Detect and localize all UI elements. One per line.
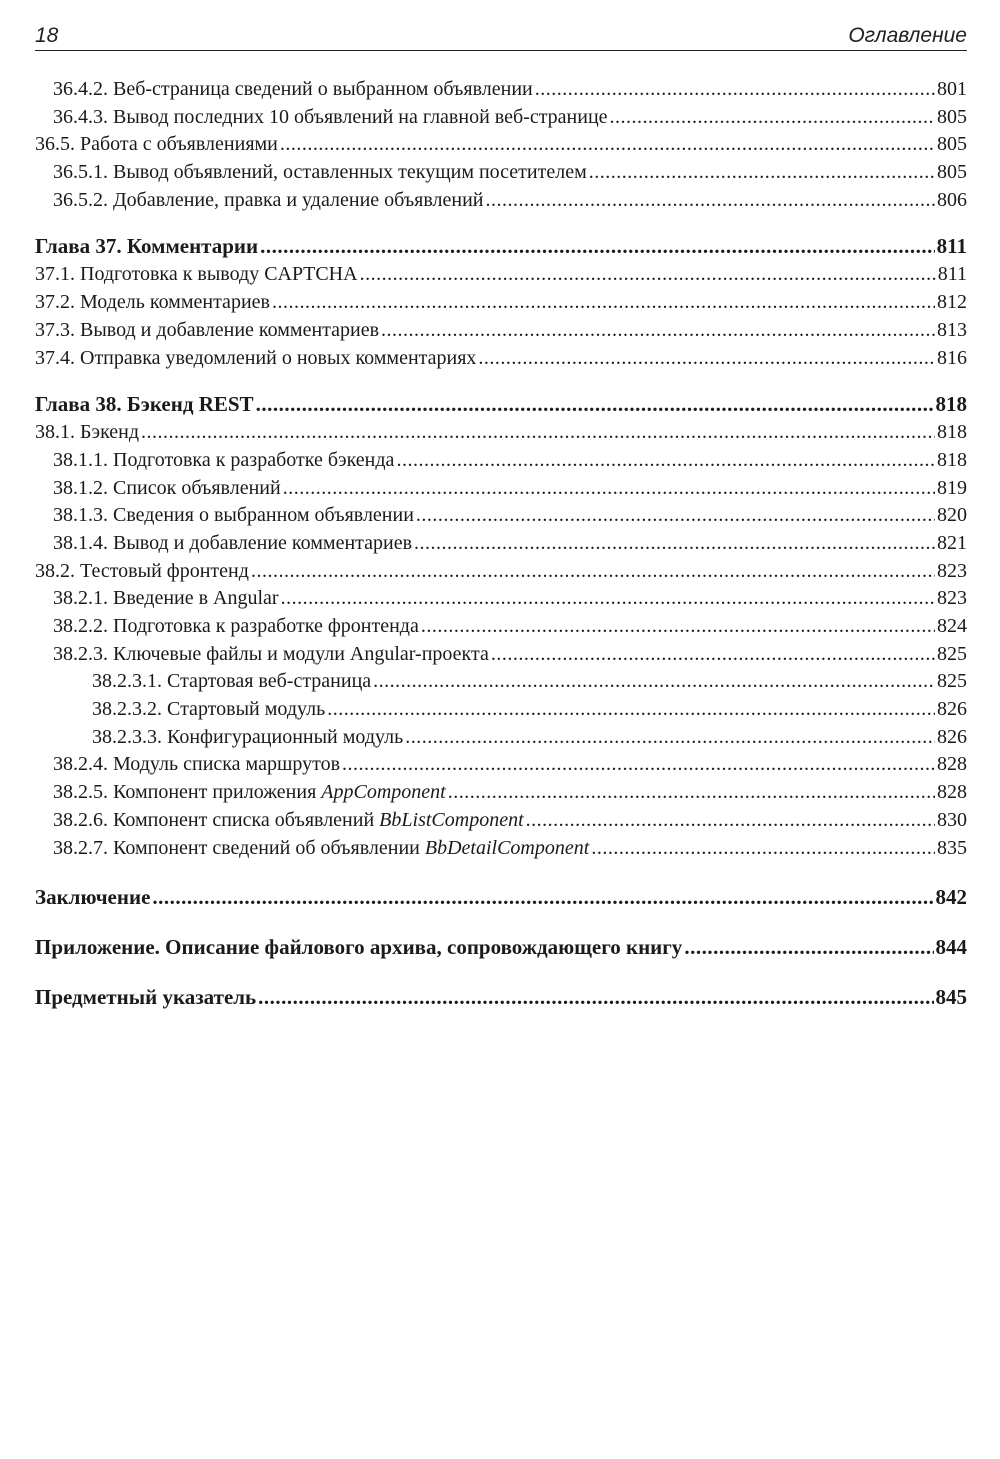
toc-entry: [35, 475, 967, 503]
toc-entry-page: 805: [937, 133, 967, 156]
toc-entry-title: 36.4.3. Вывод последних 10 объявлений на главной веб-странице: [53, 105, 608, 128]
toc-entry-page: 811: [936, 234, 967, 259]
toc-entry-page: 818: [937, 448, 967, 471]
toc-entry: [35, 261, 967, 289]
toc-entry-title: 38.2. Тестовый фронтенд: [35, 559, 249, 582]
code-identifier: BbListComponent: [379, 808, 524, 831]
page-number: 18: [35, 24, 59, 47]
toc-entry-title: 38.1. Бэкенд: [35, 421, 140, 444]
dot-leader: [360, 261, 936, 289]
toc-entry-title: 38.2.3.3. Конфигурационный модуль: [92, 725, 404, 748]
toc-chapter-entry: [35, 390, 967, 419]
toc-entry-page: 820: [937, 504, 967, 527]
dot-leader: [405, 724, 935, 752]
toc-entry-title: 38.1.3. Сведения о выбранном объявлении: [53, 504, 414, 527]
dot-leader: [684, 933, 933, 962]
toc-entry: [35, 530, 967, 558]
toc-entry-page: 828: [937, 753, 967, 776]
toc-entry: [35, 585, 967, 613]
toc-entry-title: 36.4.2. Веб-страница сведений о выбранном объявлении: [53, 78, 533, 100]
toc-entry-title: 38.1.4. Вывод и добавление комментариев: [53, 531, 413, 554]
toc-entry-page: 825: [937, 642, 967, 665]
toc-entry-page: 842: [935, 885, 967, 910]
code-identifier: AppComponent: [321, 781, 446, 804]
section-title: Оглавление: [848, 24, 967, 47]
toc-entry-page: 816: [937, 346, 967, 369]
dot-leader: [272, 289, 935, 317]
dot-leader: [373, 668, 935, 696]
dot-leader: [526, 807, 935, 835]
toc-entry: [35, 724, 967, 752]
dot-leader: [281, 585, 935, 613]
toc-entry: [35, 668, 967, 696]
toc-entry: [35, 317, 967, 345]
toc-entry-title: 36.5.1. Вывод объявлений, оставленных текущим посетителем: [53, 161, 587, 184]
toc-entry-page: 823: [937, 587, 967, 610]
dot-leader: [535, 76, 935, 104]
toc-entry: [35, 289, 967, 317]
toc-entry-title: 37.3. Вывод и добавление комментариев: [35, 318, 380, 341]
toc-entry: [35, 131, 967, 159]
dot-leader: [589, 159, 935, 187]
dot-leader: [414, 530, 935, 558]
toc-entry: [35, 751, 967, 779]
dot-leader: [591, 835, 935, 863]
toc-entry: [35, 76, 967, 104]
dot-leader: [478, 345, 935, 373]
dot-leader: [486, 187, 935, 215]
dot-leader: [491, 641, 935, 669]
toc-entry-page: 821: [937, 531, 967, 554]
dot-leader: [251, 558, 935, 586]
toc-entry-page: 826: [937, 698, 967, 721]
toc-entry-title: 38.2.5. Компонент приложения AppComponent: [53, 781, 446, 804]
dot-leader: [421, 613, 935, 641]
toc-entry-title: 38.2.1. Введение в Angular: [53, 587, 279, 610]
toc-entry-page: 813: [937, 318, 967, 341]
running-header: [35, 22, 967, 51]
dot-leader: [283, 475, 935, 503]
toc-entry-title: 36.5.2. Добавление, правка и удаление объявлений: [53, 188, 484, 211]
toc-entry-title: 37.4. Отправка уведомлений о новых комментариях: [35, 346, 477, 369]
toc-chapter-entry: [35, 232, 967, 261]
toc-entry-title: Приложение. Описание файлового архива, сопровождающего книгу: [35, 935, 683, 960]
toc-entry-page: 818: [937, 421, 967, 444]
toc-entry-page: 805: [937, 161, 967, 184]
code-identifier: BbDetailComponent: [424, 836, 590, 859]
toc-entry-title: 38.2.3.2. Стартовый модуль: [92, 698, 326, 721]
toc-entry-page: 805: [937, 105, 967, 128]
toc-entry-title: 38.2.4. Модуль списка маршрутов: [53, 753, 341, 776]
toc-entry-page: 811: [937, 263, 967, 286]
toc-entry-page: 830: [937, 808, 967, 831]
dot-leader: [327, 696, 935, 724]
toc-entry-page: 824: [937, 615, 967, 637]
dot-leader: [381, 317, 935, 345]
toc-entry: [35, 502, 967, 530]
toc-entry: [35, 613, 967, 641]
dot-leader: [258, 983, 933, 1012]
toc-entry-title: 37.1. Подготовка к выводу CAPTCHA: [35, 263, 358, 286]
toc-entry-title: Предметный указатель: [35, 985, 257, 1010]
toc-entry: [35, 835, 967, 863]
toc-entry-title: 38.2.3.1. Стартовая веб-страница: [92, 670, 372, 693]
dot-leader: [448, 779, 935, 807]
toc-entry-title: 38.1.1. Подготовка к разработке бэкенда: [53, 448, 395, 471]
dot-leader: [152, 883, 933, 912]
toc-entry-page: 823: [937, 559, 967, 582]
toc-chapter-entry: [35, 883, 967, 912]
toc-entry-title: 38.2.3. Ключевые файлы и модули Angular-проекта: [53, 642, 489, 665]
toc-entry-page: 844: [935, 935, 967, 960]
toc-entry-title: 38.2.7. Компонент сведений об объявлении BbDetailComponent: [53, 836, 590, 859]
toc-entry: [35, 696, 967, 724]
toc-entry-page: 812: [937, 291, 967, 314]
toc-entry-title: 36.5. Работа с объявлениями: [35, 133, 278, 156]
toc-entry: [35, 779, 967, 807]
dot-leader: [416, 502, 935, 530]
toc-entry-title: Глава 38. Бэкенд REST: [35, 392, 254, 417]
dot-leader: [280, 131, 935, 159]
table-of-contents: [35, 76, 967, 1012]
toc-entry-page: 825: [937, 670, 967, 693]
toc-entry-page: 828: [937, 781, 967, 804]
toc-entry-page: 835: [937, 836, 967, 859]
dot-leader: [141, 419, 935, 447]
toc-entry-page: 819: [937, 476, 967, 499]
toc-entry: [35, 345, 967, 373]
toc-entry-title: Глава 37. Комментарии: [35, 234, 259, 259]
toc-entry: [35, 447, 967, 475]
toc-entry: [35, 159, 967, 187]
toc-entry-title: 38.2.2. Подготовка к разработке фронтенда: [53, 615, 419, 637]
toc-entry-page: 801: [937, 78, 967, 100]
toc-entry-title: 38.1.2. Список объявлений: [53, 476, 281, 499]
toc-entry: [35, 419, 967, 447]
toc-entry-title: Заключение: [35, 885, 151, 910]
toc-entry-page: 845: [935, 985, 967, 1010]
toc-entry-title: 38.2.6. Компонент списка объявлений BbListComponent: [53, 808, 524, 831]
toc-chapter-entry: [35, 983, 967, 1012]
toc-entry: [35, 641, 967, 669]
dot-leader: [342, 751, 935, 779]
dot-leader: [260, 232, 935, 261]
dot-leader: [256, 390, 934, 419]
toc-entry-page: 806: [937, 188, 967, 211]
toc-entry-page: 826: [937, 725, 967, 748]
toc-entry: [35, 187, 967, 215]
toc-entry: [35, 558, 967, 586]
dot-leader: [396, 447, 935, 475]
dot-leader: [610, 104, 935, 132]
toc-chapter-entry: [35, 933, 967, 962]
toc-entry: [35, 104, 967, 132]
toc-entry-page: 818: [935, 392, 967, 417]
toc-entry-title: 37.2. Модель комментариев: [35, 291, 270, 314]
toc-entry: [35, 807, 967, 835]
